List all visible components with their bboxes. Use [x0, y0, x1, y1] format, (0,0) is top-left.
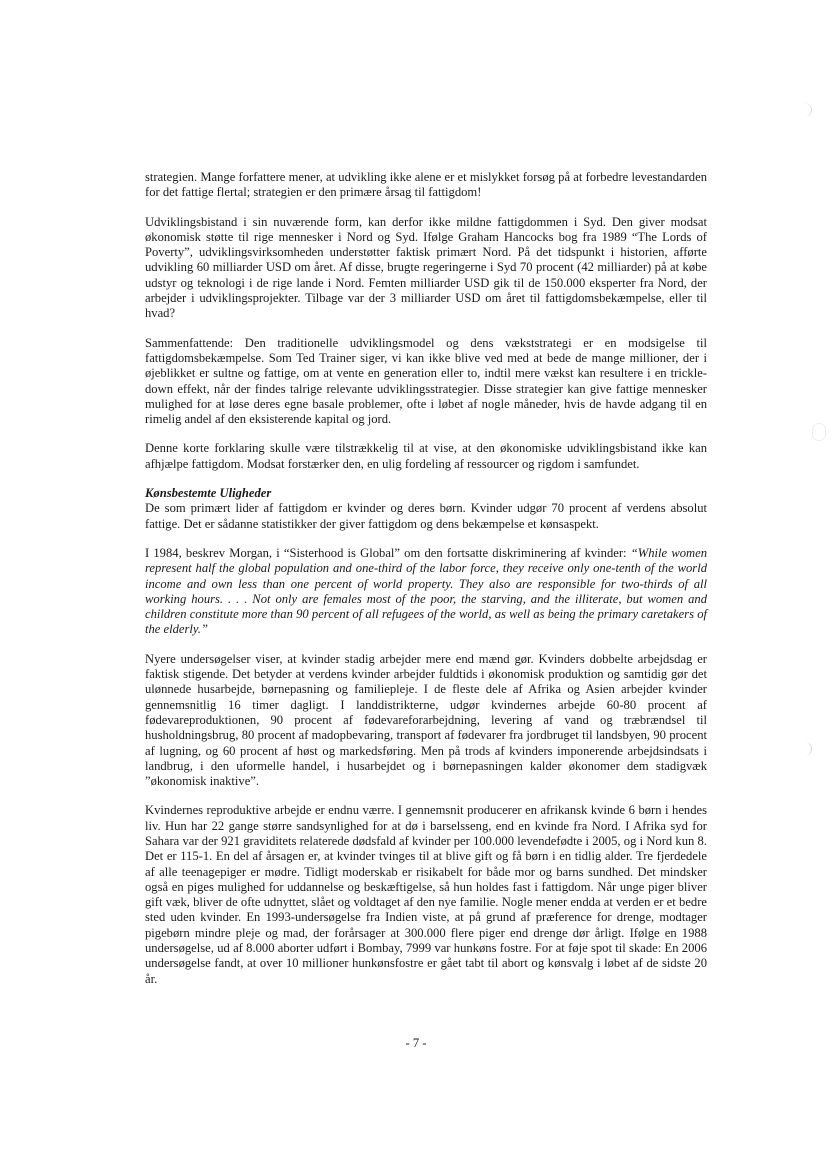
paragraph: Nyere undersøgelser viser, at kvinder stadig arbejder mere end mænd gør. Kvinders dobbelte arbejdsdag er faktisk stigende. Det betyder at verdens kvinder arbejder fuldtids i økonomisk produktion og samtidig gør det ulønnede husarbejde, børnepasning og familiepleje. I de fleste dele af Afrika og Asien arbejder kvinder gennemsnitlig 16 timer dagligt. I landdistrikterne, udgør kvindernes arbejde 60-80 procent af fødevareproduktionen, 90 procent af fødevareforarbejdning, levering af vand og træbrændsel til husholdningsbrug, 80 procent af madopbevaring, transport af fødevarer fra jordbruget til landsbyen, 90 procent af lugning, og 60 procent af høst og markedsføring. Men på trods af kvinders imponerende arbejdsindsats i landbrug, i den uformelle handel, i husarbejdet og i børnepasningen kalder økonomer dem stadigvæk ”økonomisk inaktive”. — [145, 651, 707, 789]
quote-text: “While women represent half the global population and one-third of the labor force, they receive only one-tenth of the world income and own less than one percent of world property. They also are responsible for two-thirds of all working hours. . . . Not only are females most of the poor, the starving, and the illiterate, but women and children constitute more than 90 percent of all refugees of the world, as well as being the primary caretakers of the elderly.” — [145, 545, 707, 637]
quote-lead: I 1984, beskrev Morgan, i “Sisterhood is Global” om den fortsatte diskriminering af kvinder: — [145, 545, 631, 560]
section-intro: De som primært lider af fattigdom er kvinder og deres børn. Kvinder udgør 70 procent af verdens absolut fattige. Det er sådanne statistikker der giver fattigdom og dens bekæmpelse et kønsaspekt. — [145, 501, 707, 531]
document-body — [145, 170, 707, 1001]
page-number: - 7 - — [405, 1036, 427, 1050]
quote-paragraph — [145, 546, 707, 638]
paragraph: strategien. Mange forfattere mener, at udvikling ikke alene er et mislykket forsøg på at forbedre levestandarden for det fattige flertal; strategien er den primære årsag til fattigdom! — [145, 170, 707, 200]
paragraph: Kvindernes reproduktive arbejde er endnu værre. I gennemsnit producerer en afrikansk kvinde 6 børn i hendes liv. Hun har 22 gange større sandsynlighed for at dø i barselsseng, end en kvinde fra Nord. I Afrika syd for Sahara var der 921 graviditets relaterede dødsfald af kvinder per 100.000 levendefødte i 2005, og i Nord kun 8. Det er 115-1. En del af årsagen er, at kvinder tvinges til at blive gift og få børn i en tidlig alder. Tre fjerdedele af alle teenagepiger er mødre. Tidligt moderskab er risikabelt for både mor og barns sundhed. Det mindsker også en piges mulighed for uddannelse og beskæftigelse, så hun holdes fast i fattigdom. Når unge piger bliver gift væk, bliver de ofte udnyttet, slået og voldtaget af den nye familie. Nogle mener endda at verden er et bedre sted uden kvinder. En 1993-undersøgelse fra Indien viste, at på grund af præference for drenge, modtager pigebørn mindre pleje og mad, der forårsager at 300.000 flere piger end drenge dør årligt. Ifølge en 1988 undersøgelse, ud af 8.000 aborter udført i Bombay, 7999 var hunkøns fostre. For at føje spot til skade: En 2006 undersøgelse fandt, at over 10 millioner hunkønsfostre er gået tabt til abort og kønsvalg i løbet af de sidste 20 år. — [145, 803, 707, 986]
paragraph: Sammenfattende: Den traditionelle udviklingsmodel og dens vækststrategi er en modsigelse til fattigdomsbekæmpelse. Som Ted Trainer siger, vi kan ikke blive ved med at bede de mange millioner, der i øjeblikket er sultne og fattige, om at vente en generation eller to, indtil mere vækst kan resultere i en trickle-down effekt, når der findes talrige relevante udviklingsstrategier. Disse strategier kan give fattige mennesker mulighed for at løse deres egne basale problemer, ofte i løbet af nogle måneder, hvis de havde adgang til en rimelig andel af den eksisterende kapital og jord. — [145, 335, 707, 427]
scan-artifact — [803, 742, 812, 756]
paragraph: Udviklingsbistand i sin nuværende form, kan derfor ikke mildne fattigdommen i Syd. Den giver modsat økonomisk støtte til rige mennesker i Nord og Syd. Ifølge Graham Hancocks bog fra 1989 “The Lords of Poverty”, udviklingsvirksomheden understøtter faktisk primært Nord. På det tidspunkt i historien, afførte udvikling 60 milliarder USD om året. Af disse, brugte regeringerne i Syd 70 procent (42 milliarder) på at købe udstyr og teknologi i de rige lande i Nord. Femten milliarder USD gik til de 150.000 eksperter fra Nord, der arbejder i udviklingsprojekter. Tilbage var der 3 milliarder USD om året til fattigdomsbekæmpelse, eller til hvad? — [145, 214, 707, 321]
section-heading: Kønsbestemte Uligheder — [145, 486, 272, 501]
scan-artifact — [803, 103, 812, 117]
paragraph: Denne korte forklaring skulle være tilstrækkelig til at vise, at den økonomiske udviklingsbistand ikke kan afhjælpe fattigdom. Modsat forstærker den, en ulig fordeling af ressourcer og rigdom i samfundet. — [145, 441, 707, 471]
scan-artifact — [812, 423, 826, 441]
section-intro-block — [145, 486, 707, 532]
